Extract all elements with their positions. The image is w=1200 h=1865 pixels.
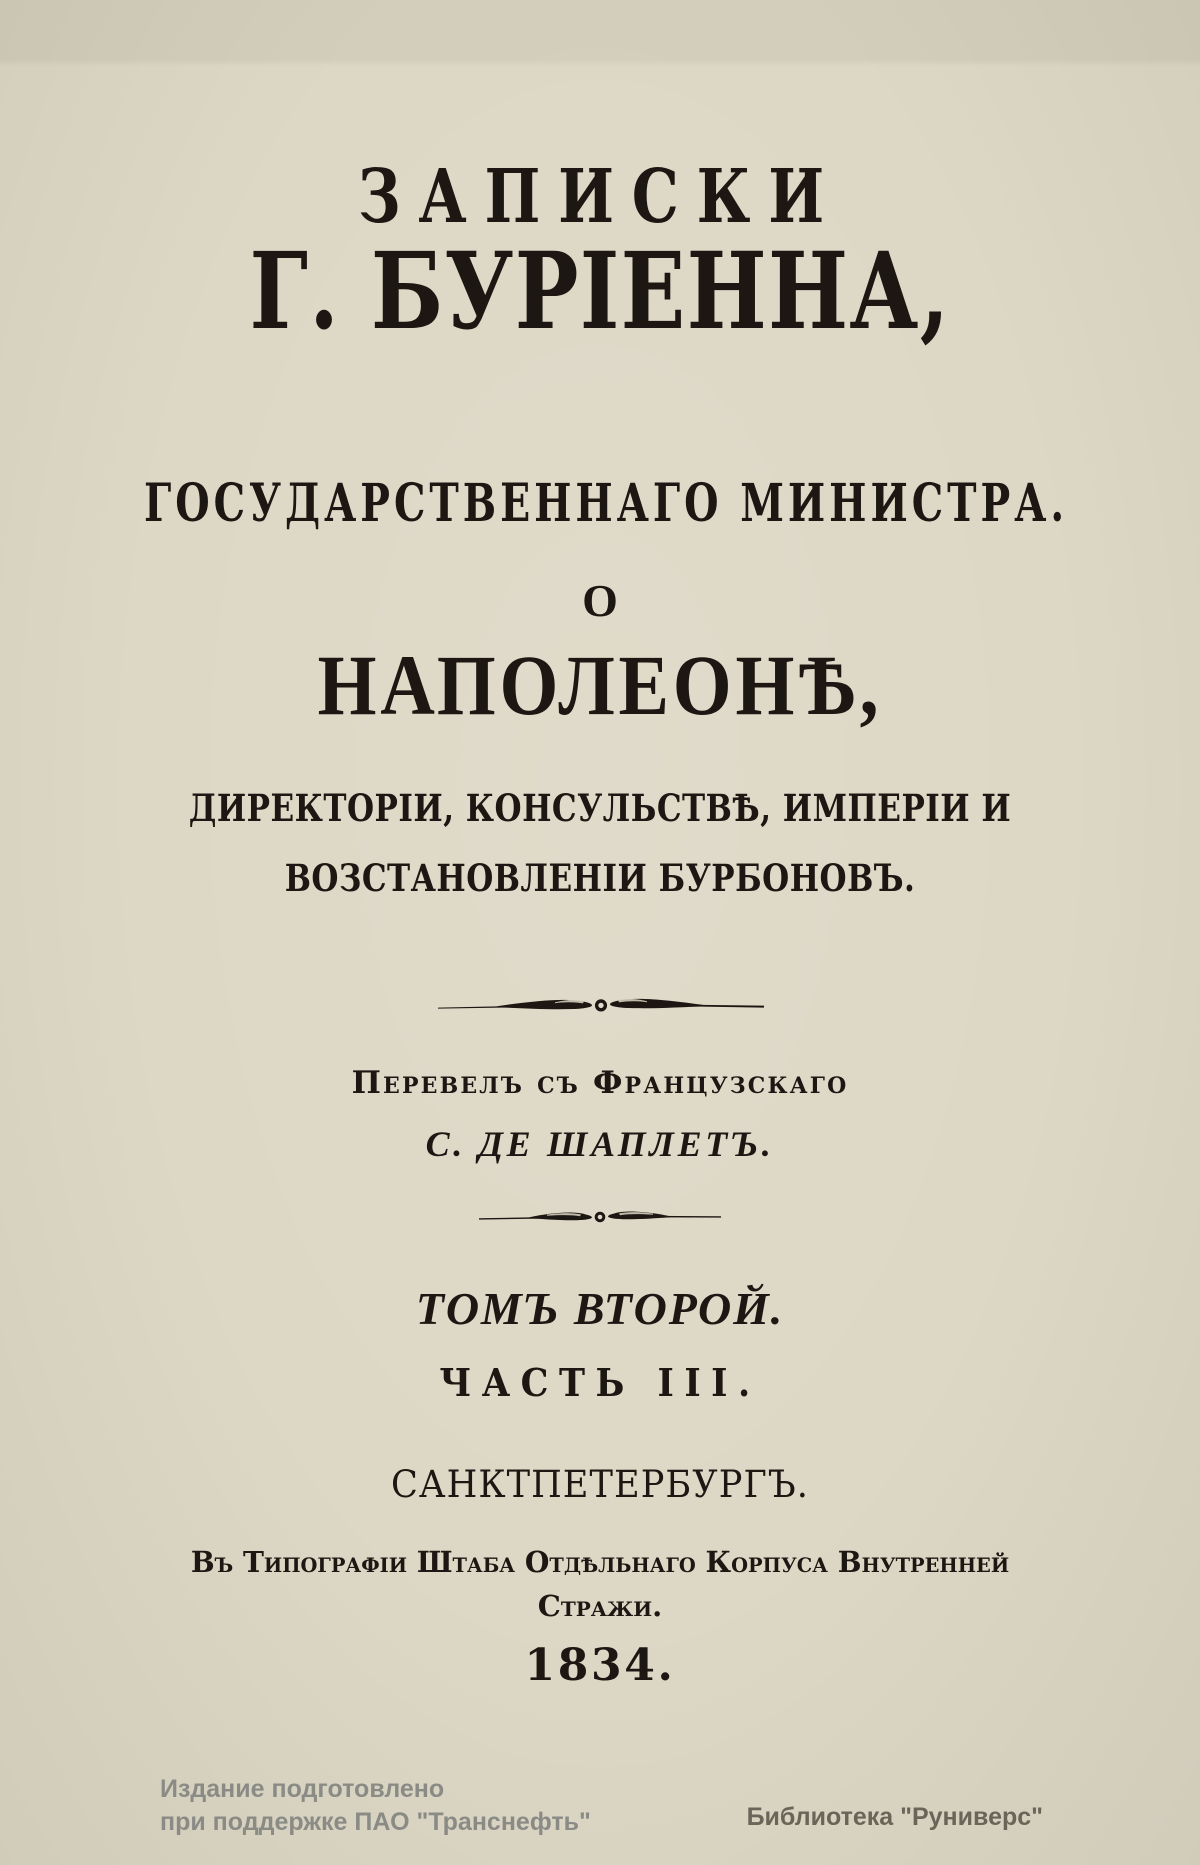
sponsor-credit-line2: при поддержке ПАО "Транснефть": [160, 1808, 591, 1836]
title-preposition: О: [582, 575, 618, 626]
imprint-printer-line2: Стражи.: [537, 1589, 663, 1623]
author-role: ГОСУДАРСТВЕННАГО МИНИСТРА.: [144, 473, 1069, 534]
subtitle-line-1: ДИРЕКТОРІИ, КОНСУЛЬСТВѢ, ИМПЕРІИ И: [188, 786, 1012, 830]
title-subject: НАПОЛЕОНѢ,: [317, 637, 883, 733]
library-credit: Библиотека "Руниверс": [746, 1803, 1043, 1831]
imprint-city: САНКТПЕТЕРБУРГЪ.: [390, 1463, 809, 1506]
imprint-printer-line1: Въ Типографіи Штаба Отдѣльнаго Корпуса Внутренней: [190, 1545, 1010, 1579]
sponsor-credit: [160, 1773, 591, 1839]
part-label: ЧАСТЬ III.: [439, 1360, 761, 1405]
subtitle-line-2: ВОЗСТАНОВЛЕНІИ БУРБОНОВЪ.: [284, 856, 916, 900]
imprint-year: 1834.: [524, 1640, 676, 1691]
spear-ornament-divider-icon: [435, 994, 765, 1018]
translator-name: С. ДЕ ШАПЛЕТЪ.: [425, 1124, 775, 1164]
spear-ornament-divider-small-icon: [477, 1208, 723, 1226]
sponsor-credit-line1: Издание подготовлено: [160, 1775, 445, 1803]
author-name: Г. БУРІЕННА,: [249, 228, 951, 353]
series-title: ЗАПИСКИ: [358, 154, 842, 240]
translator-note: Перевелъ съ Французскаго: [351, 1065, 849, 1101]
volume-label: ТОМЪ ВТОРОЙ.: [415, 1283, 785, 1334]
